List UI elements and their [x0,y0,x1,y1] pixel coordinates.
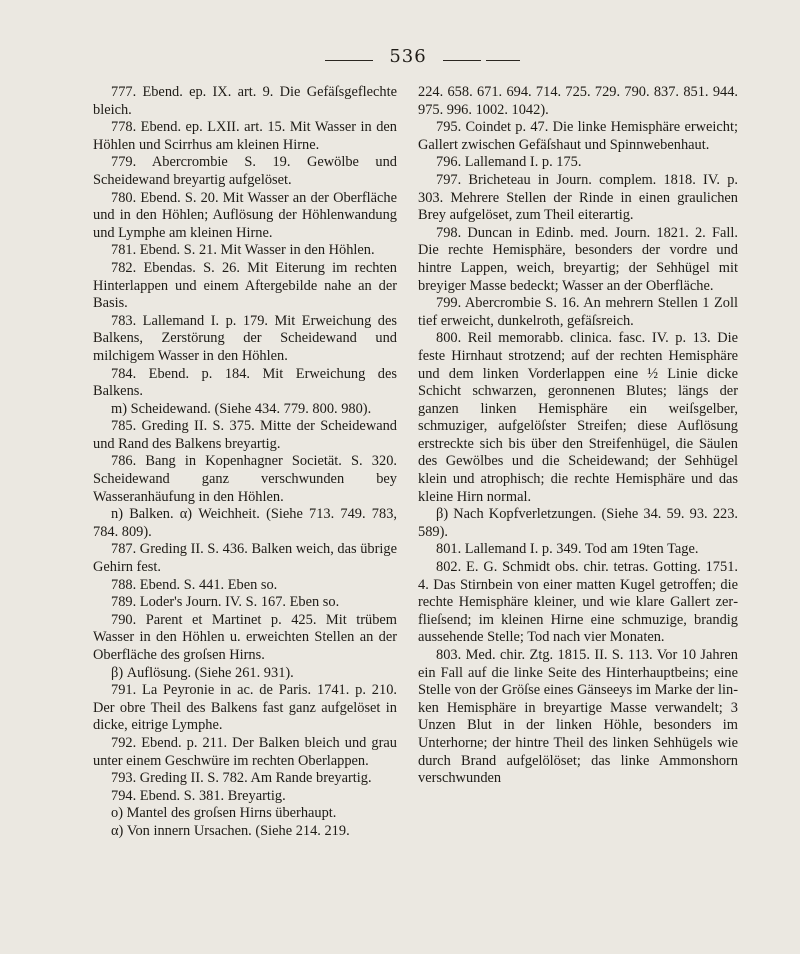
entry-783: 783. Lallemand I. p. 179. Mit Erweichung des Balkens, Zerstörung der Scheidewand und milchigem Wasser in den Höhlen. [93,312,397,364]
entry-778: 778. Ebend. ep. LXII. art. 15. Mit Wasser in den Höhlen und Scirrhus am kleinen Hirne. [93,119,397,153]
header-rule-right [443,60,481,61]
entry-799: 799. Abercrombie S. 16. An mehrern Stellen 1 Zoll tief erweicht, dunkelroth, gefäſsreich. [418,295,738,329]
entry-782: 782. Ebendas. S. 26. Mit Eiterung im rechten Hinterlappen und einem Aftergebilde nahe an der Basis. [93,259,397,312]
entry-803: 803. Med. chir. Ztg. 1815. II. S. 113. Vor 10 Jahren ein Fall auf die linke Seite des Hinterhauptbeins; eine Stelle von der Gröſse eines Gänseeys im Marke der linken Hemisphäre in breyartige Masse verwandelt; 3 Unzen Blut in der linken Höhle, besonders im Unterhorne; der hintre Theil des linken Sehhügels wie durch Brand aufgelölöset; das linke Ammonshorn verschwunden [418,647,738,787]
entry-785: 785. Greding II. S. 375. Mitte der Scheidewand und Rand des Balkens breyartig. [93,418,397,452]
entry-786: 786. Bang in Kopenhagner Societät. S. 320. Scheidewand ganz verschwunden bey Wasseranhäufung in den Höhlen. [93,453,397,505]
page-header [0,42,800,72]
entry-795: 795. Coindet p. 47. Die linke Hemisphäre erweicht; Gallert zwischen Gefäſshaut und Spinnwebenhaut. [418,119,738,153]
section-n-heading: n) Balken. α) Weichheit. (Siehe 713. 749. 783, 784. 809). [93,506,397,540]
entry-779: 779. Abercrombie S. 19. Gewölbe und Scheidewand breyartig aufgelöset. [93,154,397,188]
entry-794: 794. Ebend. S. 381. Breyartig. [111,787,286,804]
entry-787: 787. Greding II. S. 436. Balken weich, das übrige Gehirn fest. [93,541,397,576]
continued-reference-list: 224. 658. 671. 694. 714. 725. 729. 790. 837. 851. 944. 975. 996. 1002. 1042). [418,84,738,118]
subsection-beta-heading: β) Auflösung. (Siehe 261. 931). [111,664,294,681]
subsection-alpha-heading: α) Von innern Ursachen. (Siehe 214. 219. [111,822,350,839]
entry-792: 792. Ebend. p. 211. Der Balken bleich und grau unter einem Geschwüre im rechten Oberlappen. [93,734,397,769]
page-number: 536 [389,46,427,67]
right-column [418,84,738,788]
subsection-beta-kopfverletzungen: β) Nach Kopfverletzungen. (Siehe 34. 59. 93. 223. 589). [418,506,738,540]
section-o-heading: o) Mantel des groſsen Hirns überhaupt. [111,805,337,822]
entry-781: 781. Ebend. S. 21. Mit Wasser in den Höhlen. [111,242,375,259]
entry-790: 790. Parent et Martinet p. 425. Mit trübem Wasser in den Höhlen u. erweichten Stellen an der Oberfläche des groſsen Hirns. [93,611,397,663]
header-rule-left [325,60,373,61]
entry-797: 797. Bricheteau in Journ. complem. 1818. IV. p. 303. Mehrere Stellen der Rinde in einen graulichen Brey aufgelöset, zum Theil eiterartig. [418,171,738,224]
entry-798: 798. Duncan in Edinb. med. Journ. 1821. 2. Fall. Die rechte Hemisphäre, besonders der vordre und hintre Lappen, weich, breyartig; der Sehhügel mit breyiger Masse bedeckt; Wasser an der Oberfläche. [418,224,738,294]
entry-802: 802. E. G. Schmidt obs. chir. tetras. Gotting. 1751. 4. Das Stirnbein von einer matten Kugel getroffen; die rechte Hemisphäre kleiner, und wie klare Gallert zerflieſsend; im kleinen Hirne eine schmuzige, brandig aussehende Stelle; Tod nach vier Monaten. [418,559,738,646]
entry-788: 788. Ebend. S. 441. Eben so. [111,576,278,593]
entry-793: 793. Greding II. S. 782. Am Rande breyartig. [111,770,372,787]
entry-796: 796. Lallemand I. p. 175. [436,154,582,171]
header-rule-right-2 [486,60,520,61]
entry-791: 791. La Peyronie in ac. de Paris. 1741. p. 210. Der obre Theil des Balkens fast ganz aufgelöset in dicke, eitrige Lymphe. [93,682,397,734]
entry-789: 789. Loder's Journ. IV. S. 167. Eben so. [111,594,340,611]
entry-780: 780. Ebend. S. 20. Mit Wasser an der Oberfläche und in den Höhlen; Auflösung der Höhlenwandung und Lymphe am kleinen Hirne. [93,189,397,241]
entry-801: 801. Lallemand I. p. 349. Tod am 19ten Tage. [436,541,699,558]
entry-800: 800. Reil memorabb. clinica. fasc. IV. p. 13. Die feste Hirnhaut strotzend; auf der rechten Hemisphäre und dem linken Vorderlappen eine ½ Linie dicke Schicht schwarzen, geronnenen Blutes; längs der ganzen linken Hemisphäre ein weiſsgelber, schmuziger, aufgelöſster Streifen; diese Auflösung erstreckte sich bis über den Streifenhügel, die Säulen des Gewölbes und die Scheidewand; der Sehhügel klein und atrophisch; die rechte Hemisphäre und das kleine Hirn normal. [418,330,738,505]
left-column [93,84,397,841]
section-m-heading: m) Scheidewand. (Siehe 434. 779. 800. 980). [111,400,372,417]
entry-777: 777. Ebend. ep. IX. art. 9. Die Gefäſsgeflechte bleich. [93,84,397,118]
entry-784: 784. Ebend. p. 184. Mit Erweichung des Balkens. [93,365,397,400]
